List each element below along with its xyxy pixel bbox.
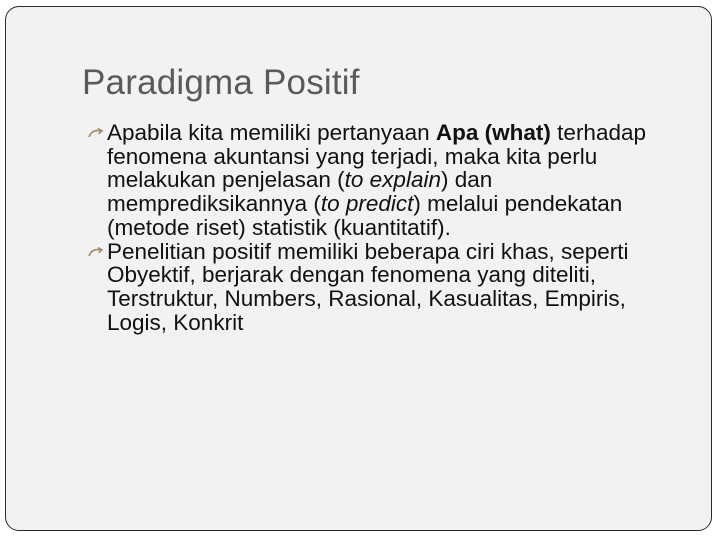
bullet-1-bold-term: Apa (what)	[435, 120, 551, 145]
bullet-1-text-end: ) melalui pendekatan (metode riset) statistik (kuantitatif).	[107, 191, 623, 240]
bullet-1-text-middle: terhadap fenomena akuntansi yang terjadi, maka kita perlu melakukan penjelasan (	[107, 120, 646, 193]
curved-arrow-bullet-icon	[88, 240, 104, 264]
slide-title: Paradigma Positif	[82, 63, 360, 102]
bullet-2-text: Penelitian positif memiliki beberapa ciri khas, seperti Obyektif, berjarak dengan fenomena yang diteliti, Terstruktur, Numbers, Rasional, Kasualitas, Empiris, Logis, Konkrit	[107, 238, 629, 335]
bullet-1-italic-explain: to explain	[344, 167, 441, 193]
bullet-item-2	[88, 240, 668, 335]
curved-arrow-bullet-icon	[88, 121, 104, 145]
bullet-1-text-middle-2: ) dan memprediksikannya (	[107, 167, 493, 217]
bullet-list	[88, 121, 668, 334]
slide	[5, 6, 712, 531]
bullet-1-text-start: Apabila kita memiliki pertanyaan	[107, 120, 436, 145]
bullet-1-italic-predict: to predict	[320, 191, 414, 217]
bullet-item-1	[88, 121, 668, 240]
